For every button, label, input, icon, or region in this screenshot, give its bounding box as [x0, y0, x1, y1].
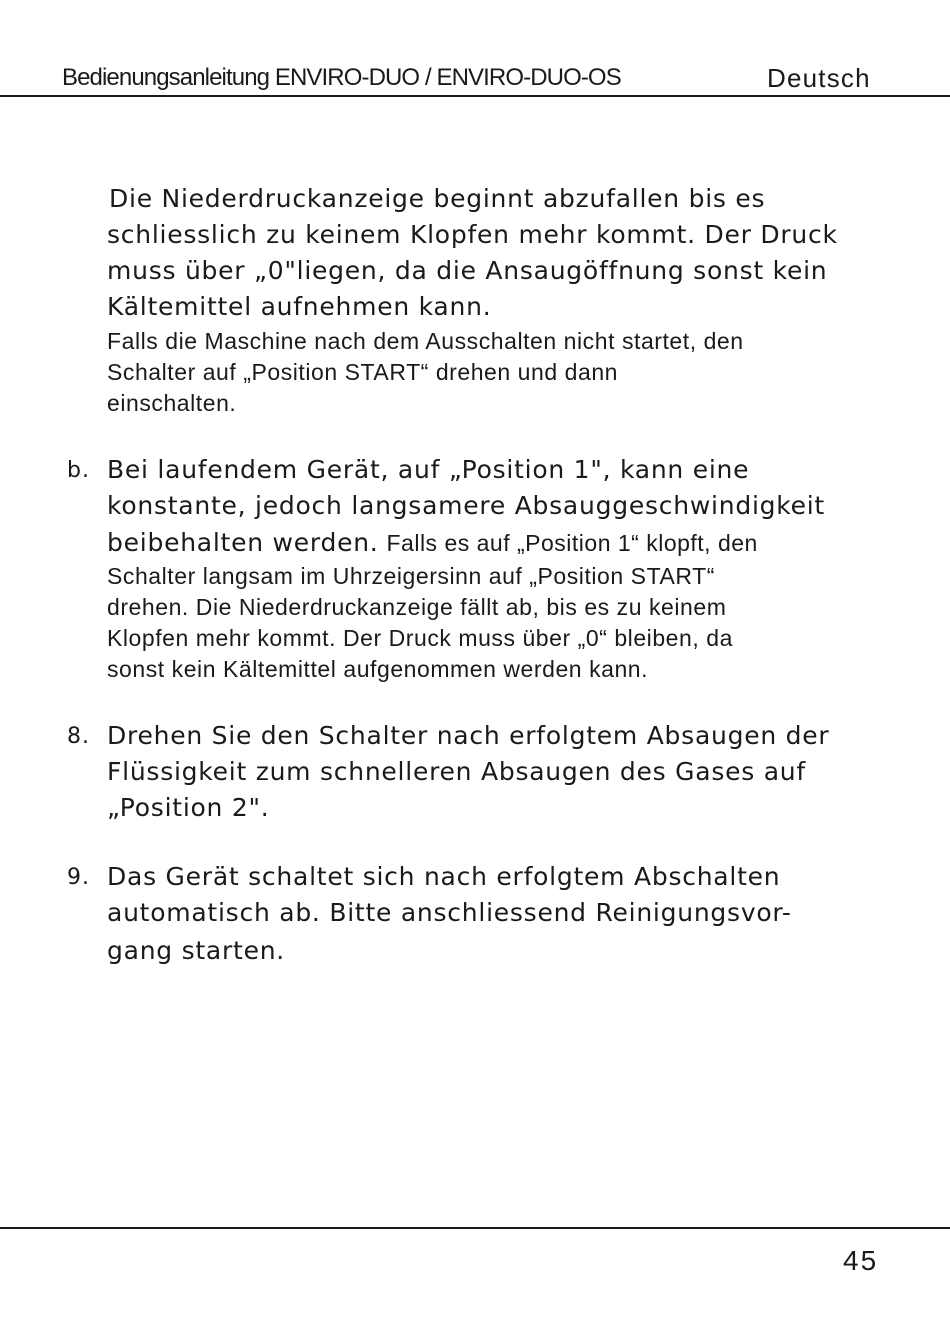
list-marker-8: 8.	[67, 724, 90, 749]
intro-line-3: muss über „0"liegen, da die Ansaugöffnung sonst kein	[107, 256, 828, 285]
item-b-inline-note: Falls es auf „Position 1“ klopft, den	[386, 530, 758, 556]
page-number: 45	[843, 1245, 879, 1276]
footer-divider	[0, 1227, 950, 1229]
list-marker-b: b.	[67, 458, 90, 483]
item-9-line-3: gang starten.	[107, 936, 285, 965]
item-8-line-2: Flüssigkeit zum schnelleren Absaugen des Gases auf	[107, 757, 806, 786]
item-b-note-line-3: Klopfen mehr kommt. Der Druck muss über „0“ bleiben, da	[107, 625, 733, 651]
document-title: Bedienungsanleitung ENVIRO-DUO / ENVIRO-DUO-OS	[62, 64, 621, 91]
header-divider	[0, 95, 950, 97]
item-b-note-line-1: Schalter langsam im Uhrzeigersinn auf „Position START“	[107, 563, 715, 589]
item-b-line-2: konstante, jedoch langsamere Absauggeschwindigkeit	[107, 491, 825, 520]
item-b-note-line-2: drehen. Die Niederdruckanzeige fällt ab, bis es zu keinem	[107, 594, 727, 620]
item-8-line-1: Drehen Sie den Schalter nach erfolgtem Absaugen der	[107, 721, 830, 750]
language-label: Deutsch	[767, 63, 871, 93]
item-9-line-2: automatisch ab. Bitte anschliessend Reinigungsvor-	[107, 898, 792, 927]
list-marker-9: 9.	[67, 865, 90, 890]
item-b-line-3-text: beibehalten werden.	[107, 528, 379, 557]
intro-note-line-3: einschalten.	[107, 390, 237, 416]
item-b-note-line-4: sonst kein Kältemittel aufgenommen werden kann.	[107, 656, 649, 682]
intro-line-4: Kältemittel aufnehmen kann.	[107, 292, 492, 321]
item-b-line-3	[107, 528, 758, 557]
intro-line-1: Die Niederdruckanzeige beginnt abzufallen bis es	[109, 184, 766, 213]
item-8-line-3: „Position 2".	[107, 793, 270, 822]
intro-note-line-2: Schalter auf „Position START“ drehen und dann	[107, 359, 619, 385]
intro-line-2: schliesslich zu keinem Klopfen mehr kommt. Der Druck	[107, 220, 838, 249]
item-b-line-1: Bei laufendem Gerät, auf „Position 1", kann eine	[107, 455, 750, 484]
item-9-line-1: Das Gerät schaltet sich nach erfolgtem Abschalten	[107, 862, 781, 891]
intro-note-line-1: Falls die Maschine nach dem Ausschalten nicht startet, den	[107, 328, 744, 354]
